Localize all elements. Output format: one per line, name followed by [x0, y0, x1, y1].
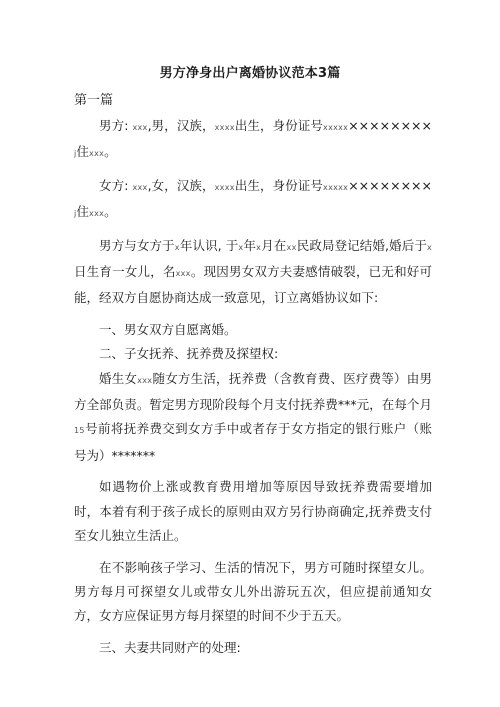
clause-child-custody-heading: 二、子女抚养、抚养费及探望权: — [99, 346, 279, 362]
paragraph-child-support: 婚生女xxx随女方生活，抚养费（含教育费、医疗费等）由男方全部负责。暂定男方现阶段每个月支付抚养费***元，在每个月15号前将抚养费交到女方手中或者存于女方指定的银行账户（账号为）******* — [74, 370, 432, 463]
clause-property-heading: 三、夫妻共同财产的处理: — [99, 639, 241, 655]
paragraph-female-party: 女方: xxx,女，汉族，xxxx出生，身份证号xxxxx××××××××j住xxx。 — [74, 177, 432, 220]
clause-voluntary-divorce: 一、男女双方自愿离婚。 — [99, 321, 237, 337]
document-body — [74, 114, 432, 660]
paragraph-male-party: 男方: xxx,男，汉族，xxxx出生，身份证号xxxxx××××××××j住xxx。 — [74, 118, 432, 160]
paragraph-support-adjustment: 如遇物价上涨或教育费用增加等原因导致抚养费需要增加时，本着有利于孩子成长的原则由双方另行协商确定,抚养费支付至女儿独立生活止。 — [74, 479, 432, 544]
paragraph-visitation: 在不影响孩子学习、生活的情况下，男方可随时探望女儿。男方每月可探望女儿或带女儿外出游玩五次，但应提前通知女方，女方应保证男方每月探望的时间不少于五天。 — [74, 559, 432, 624]
section-heading: 第一篇 — [74, 93, 114, 108]
document-title: 男方净身出户离婚协议范本3篇 — [159, 66, 341, 81]
paragraph-marriage-background: 男方与女方于x年认识, 于x年x月在xx民政局登记结婚,婚后于x日生育一女儿，名xxx。现因男女双方夫妻感情破裂，已无和好可能，经双方自愿协商达成一致意见，订立离婚协议如下: — [74, 237, 432, 306]
